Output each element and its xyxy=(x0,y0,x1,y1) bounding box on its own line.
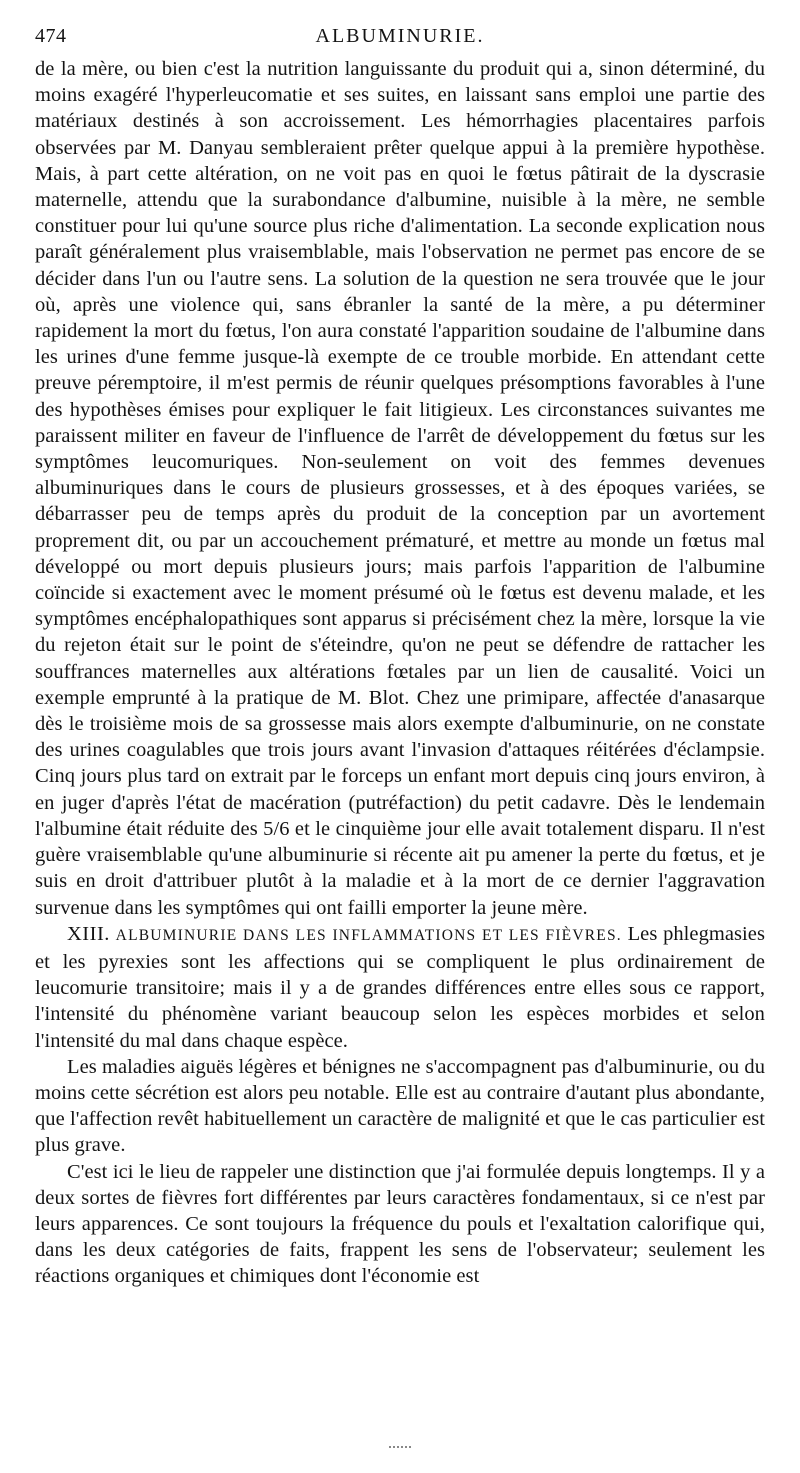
paragraph-continuation: de la mère, ou bien c'est la nutrition languissante du produit qui a, sinon déterminé, du moins exagéré l'hyperleucomatie et ses suites, en laissant sans emploi une partie des matériaux destinés à son accroissement. Les hémorrhagies placentaires parfois observées par M. Danyau sembleraient prêter quelque appui à la première hypothèse. Mais, à part cette altération, on ne voit pas en quoi le fœtus pâtirait de la dyscrasie maternelle, attendu que la surabondance d'albumine, nuisible à la mère, ne semble constituer pour lui qu'une source plus riche d'alimentation. La seconde explication nous paraît généralement plus vraisemblable, mais l'observation ne permet pas encore de se décider dans l'un ou l'autre sens. La solution de la question ne sera trouvée que le jour où, après une violence qui, sans ébranler la santé de la mère, a pu déterminer rapidement la mort du fœtus, l'on aura constaté l'apparition soudaine de l'albumine dans les urines d'une femme jusque-là exempte de ce trouble morbide. En attendant cette preuve péremptoire, il m'est permis de réunir quelques présomptions favorables à l'une des hypothèses émises pour expliquer le fait litigieux. Les circonstances suivantes me paraissent militer en faveur de l'influence de l'arrêt de développement du fœtus sur les symptômes leucomuriques. Non-seulement on voit des femmes devenues albuminuriques dans le cours de plusieurs grossesses, et à des époques variées, se débarrasser peu de temps après du produit de la conception par un avortement proprement dit, ou par un accouchement prématuré, et mettre au monde un fœtus mal développé ou mort depuis plusieurs jours; mais parfois l'apparition de l'albumine coïncide si exactement avec le moment présumé où le fœtus est devenu malade, et les symptômes encéphalopathiques sont apparus si précisément chez la mère, lorsque la vie du rejeton était sur le point de s'éteindre, qu'on ne peut se défendre de rattacher les souffrances maternelles aux altérations fœtales par un lien de causalité. Voici un exemple emprunté à la pratique de M. Blot. Chez une primipare, affectée d'anasarque dès le troisième mois de sa grossesse mais alors exempte d'albuminurie, on ne constate des urines coagulables que trois jours avant l'invasion d'attaques réitérées d'éclampsie. Cinq jours plus tard on extrait par le forceps un enfant mort depuis cinq jours environ, à en juger d'après l'état de macération (putréfaction) du petit cadavre. Dès le lendemain l'albumine était réduite des 5/6 et le cinquième jour elle avait totalement disparu. Il n'est guère vraisemblable qu'une albuminurie si récente ait pu amener la perte du fœtus, et je suis en droit d'attribuer plutôt à la maladie et à la mort de ce dernier l'aggravation survenue dans les symptômes qui ont failli emporter la jeune mère. xyxy=(35,58,765,919)
body-text xyxy=(35,56,765,1290)
paragraph-distinction-fievres: C'est ici le lieu de rappeler une distinction que j'ai formulée depuis longtemps. Il y a deux sortes de fièvres fort différentes par leurs caractères fondamentaux, si ce n'est par leurs apparences. Ce sont toujours la fréquence du pouls et l'exaltation calorifique qui, dans les deux catégories de faits, frappent les sens de l'observateur; seulement les réactions organiques et chimiques dont l'économie est xyxy=(35,1160,765,1288)
book-page xyxy=(35,22,765,1290)
paragraph-maladies-aigues: Les maladies aiguës légères et bénignes ne s'accompagnent pas d'albuminurie, ou du moins cette sécrétion est alors peu notable. Elle est au contraire d'autant plus abondante, que l'affection revêt habituellement un caractère de malignité et que le cas particulier est plus grave. xyxy=(35,1055,765,1157)
section-body: Les phlegmasies et les pyrexies sont les affections qui se compliquent le plus ordinairement de leucomurie transitoire; mais il y a de grandes différences entre elles sous ce rapport, l'intensité du phénomène variant beaucoup selon les espèces morbides et selon l'intensité du mal dans chaque espèce. xyxy=(35,922,765,1052)
running-title: ALBUMINURIE. xyxy=(315,25,485,47)
running-head xyxy=(35,22,765,50)
section-heading: ALBUMINURIE DANS LES INFLAMMATIONS ET LES FIÈVRES. xyxy=(115,926,622,944)
footer-mark xyxy=(389,1446,411,1448)
page-number: 474 xyxy=(35,25,67,47)
section-number: XIII. xyxy=(67,922,110,945)
paragraph-section-xiii xyxy=(35,921,765,1054)
